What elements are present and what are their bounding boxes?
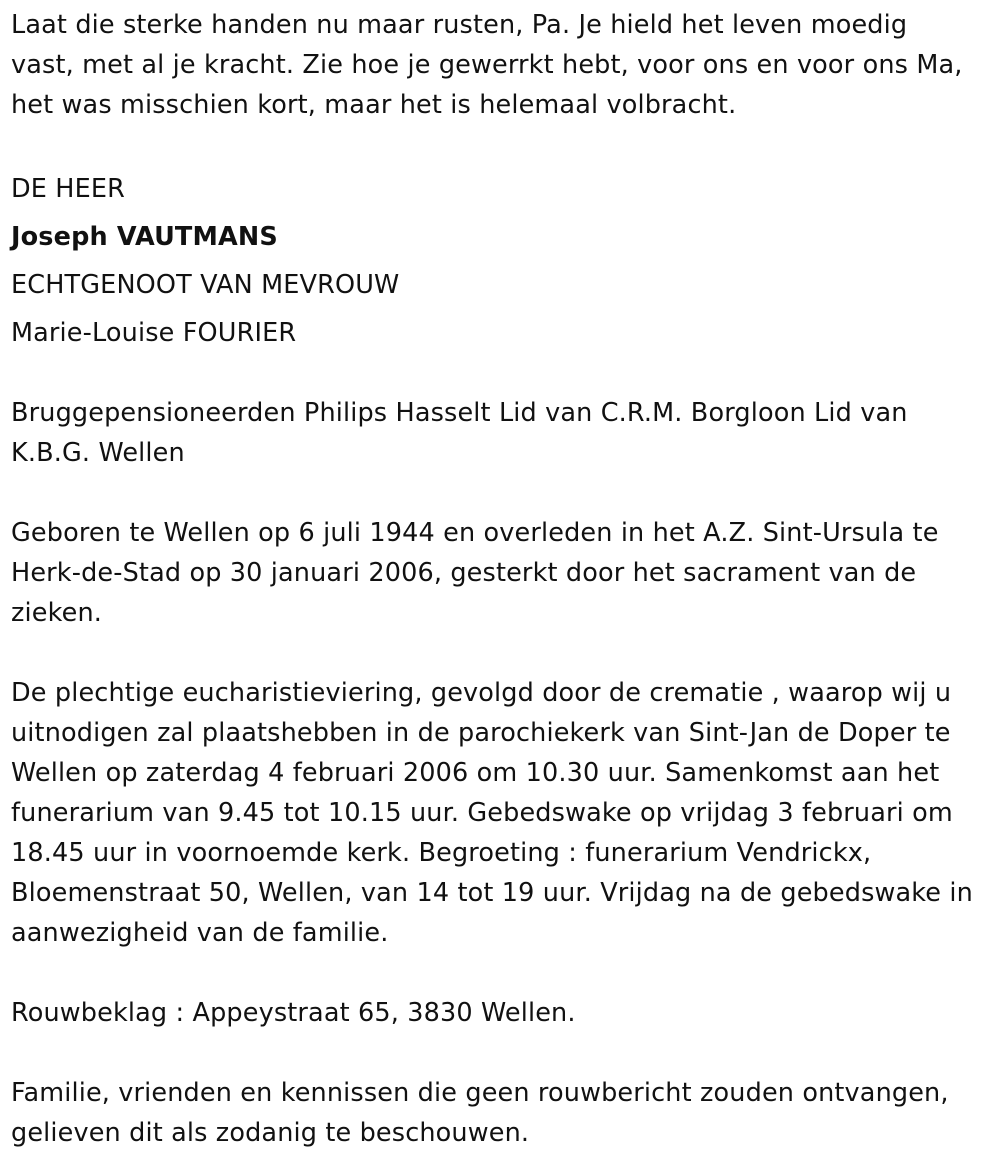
ceremony-line: 18.45 uur in voornoemde kerk. Begroeting : funerarium Vendrickx,	[11, 838, 872, 868]
closing-line: gelieven dit als zodanig te beschouwen.	[11, 1118, 530, 1148]
closing-line: Familie, vrienden en kennissen die geen rouwbericht zouden ontvangen,	[11, 1078, 949, 1108]
spouse-name: Marie-Louise FOURIER	[11, 318, 297, 348]
affiliation-line: Bruggepensioneerden Philips Hasselt Lid van C.R.M. Borgloon Lid van	[11, 398, 908, 428]
paragraph-spacer	[11, 953, 990, 993]
poem-paragraph	[11, 5, 990, 125]
poem-line: vast, met al je kracht. Zie hoe je gewerrkt hebt, voor ons en voor ons Ma,	[11, 50, 963, 80]
birth-death-line: Herk-de-Stad op 30 januari 2006, gesterkt door het sacrament van de	[11, 558, 917, 588]
birth-death-line: zieken.	[11, 598, 103, 628]
ceremony-line: Wellen op zaterdag 4 februari 2006 om 10.30 uur. Samenkomst aan het	[11, 758, 940, 788]
ceremony-line: funerarium van 9.45 tot 10.15 uur. Gebedswake op vrijdag 3 februari om	[11, 798, 953, 828]
birth-death-paragraph	[11, 513, 990, 633]
paragraph-spacer	[11, 125, 990, 165]
ceremony-line: Bloemenstraat 50, Wellen, van 14 tot 19 uur. Vrijdag na de gebedswake in	[11, 878, 973, 908]
birth-death-line: Geboren te Wellen op 6 juli 1944 en overleden in het A.Z. Sint-Ursula te	[11, 518, 939, 548]
deceased-relation: ECHTGENOOT VAN MEVROUW	[11, 270, 400, 300]
ceremony-line: De plechtige eucharistieviering, gevolgd door de crematie , waarop wij u	[11, 678, 952, 708]
paragraph-spacer	[11, 633, 990, 673]
ceremony-line: uitnodigen zal plaatshebben in de parochiekerk van Sint-Jan de Doper te	[11, 718, 951, 748]
ceremony-line: aanwezigheid van de familie.	[11, 918, 389, 948]
paragraph-spacer	[11, 473, 990, 513]
paragraph-spacer	[11, 1033, 990, 1073]
condolence-address: Rouwbeklag : Appeystraat 65, 3830 Wellen.	[11, 998, 576, 1028]
affiliation-paragraph	[11, 393, 990, 473]
poem-line: Laat die sterke handen nu maar rusten, Pa. Je hield het leven moedig	[11, 10, 908, 40]
closing-paragraph	[11, 1073, 990, 1153]
condolence-paragraph	[11, 993, 990, 1033]
affiliation-line: K.B.G. Wellen	[11, 438, 185, 468]
paragraph-spacer	[11, 357, 990, 393]
deceased-title: DE HEER	[11, 174, 126, 204]
deceased-block	[11, 165, 990, 357]
poem-line: het was misschien kort, maar het is helemaal volbracht.	[11, 90, 737, 120]
deceased-name: Joseph VAUTMANS	[11, 222, 278, 252]
ceremony-paragraph	[11, 673, 990, 953]
